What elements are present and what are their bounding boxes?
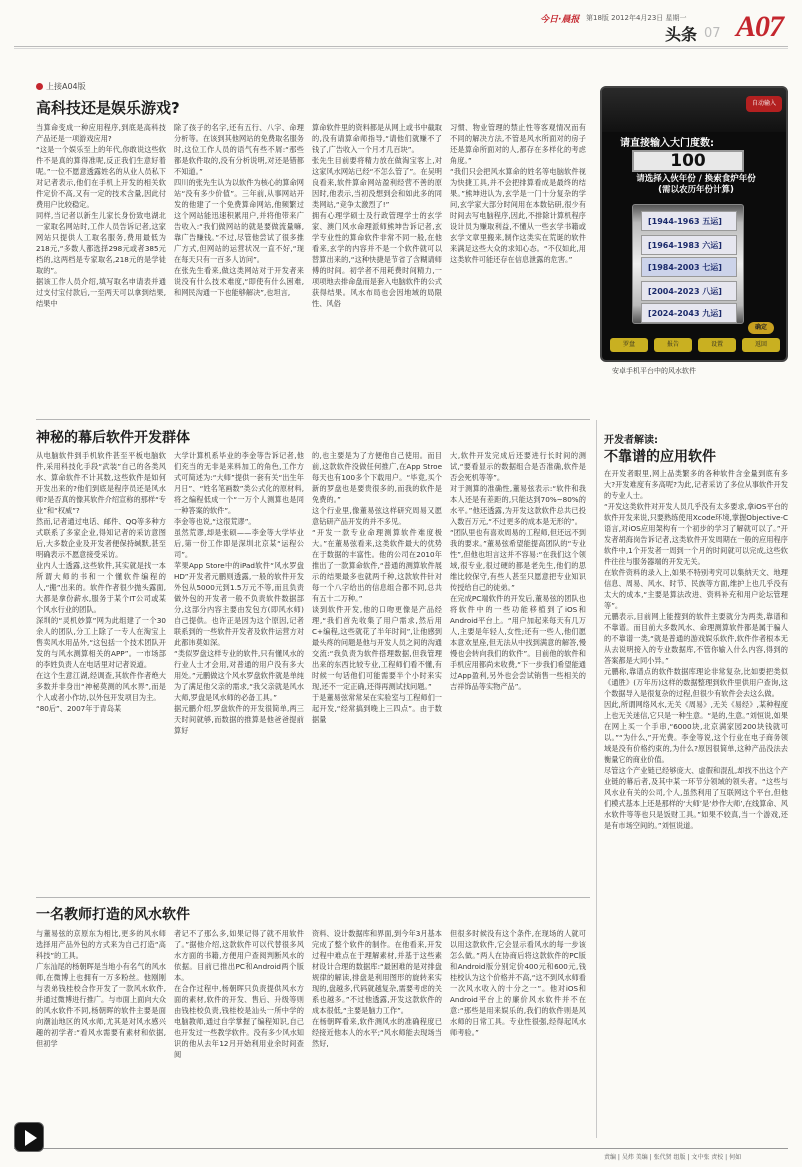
- article-1-column-4: 习惯、物业管理的禁止性等客观情况而有不同的解决方法,不管是风水所面对的房子还是算命所面对的人,都存在多样化的考虑角度。” “我们只会把风水算命的姓名等电脑软件视为快捷工具,并不会把排算看成是最终的结果。”熊坤进认为,玄学是一门十分复杂的学问,玄学家大部分时间用在本数钻研,很少有时间去写电脑程序,因此,不排除计算机程序设计员为赚取利益,不懂从一些玄学书籍或玄学文章里搬来,制作这类实在荒诞的软件来满足这些大众的求知心态。“不仅如此,用这类软件可能还存在信息泄露的危害。”: [450, 123, 586, 264]
- app-button-row: [610, 338, 782, 354]
- auto-input-button[interactable]: 自动输入: [746, 96, 782, 112]
- year-instruction: 请选择入伙年份 / 换索食炉年份 (需以农历年份计算): [636, 174, 756, 195]
- paper-name: 今日·晨报: [540, 15, 580, 25]
- article-3-column-2: 者记不了那么多,如果记得了就不用软件了。”据他介绍,这款软件可以代替很多风水方面的书籍,方便用户查阅判断风水的依据。目前已推出PC和Android两个版本。 在合作过程中,杨朝晖只负责提供风水方面的素材,软件的开发、售后、升级等则由钱桂校负责,钱桂校是汕头一所中学的电脑教师,通过自学掌握了编程知识,自己也开发过一些教学软件。没有多少风水知识的他从去年12月开始利用业余时间查阅: [174, 929, 304, 1059]
- sidebar-title: 不靠谱的应用软件: [604, 449, 716, 465]
- section-name: 头条: [665, 25, 698, 44]
- continuation-note: [36, 81, 86, 92]
- article-1-title: 高科技还是娱乐游戏?: [36, 99, 180, 117]
- section-divider: [36, 897, 590, 898]
- report-button[interactable]: 报告: [654, 338, 692, 352]
- footer-rule: [14, 1148, 788, 1149]
- back-button[interactable]: 返回: [742, 338, 780, 352]
- header-rule: [14, 46, 788, 47]
- article-2-column-3: 的,也主要是为了方便他自己使用。而目前,这款软件没做任何推广,在App Stroe每天也有100多个下载用户。“毕竟,买个新的罗盘也是要贵很多的,而我的软件是免费的。” 这个行业里,像董易弦这样研究周易又愿意钻研产品开发的并不多见。 “开发一款专业命理测算软件难度极大。”在董易弦看来,这类软件最大的优势在于数据的丰富性。他的公司在2010年推出了一款算命软件,“普通的测算软件展示的结果最多也就两千种,这款软件针对每一个八字给出的信息组合都不同,总共有五十二万种。” 谈到软件开发,他的口吻更像是产品经理,“我们首先收集了用户需求,然后用C+编程,这些就花了半年时间”,让他感到最头疼的问题是他与开发人员之间的沟通交流:“我负责为软件搭理数据,但我管理出来的东西比较专业,工程师们看不懂,有时候一句话他们可能需要半个小时来实现,还不一定正确,还得再测试找问题。” 于是董易弦常常呆在实验室与工程师们一起开发,“经常搞到晚上三四点”。由于数据量: [312, 451, 442, 724]
- article-2-column-2: 大学计算机系毕业的李金等告诉记者,他们充当的无非是来料加工的角色,工作方式可简述为:“大师”提供一套有关“出生年月日”、“姓名笔画数”类公式化的原材料,将之编程低成一个“一万个人测算也是同一种答案的软件”。 李金等也说,“这很荒谬”。 虽然荒谬,却是张硕——李金等大学毕业后,第一份工作即是深圳北京某“运程公司”。 苹果App Store中的iPad软件“风水罗盘HD”开发者元鹏则透露,一般的软件开发外包从5000元到1.5万元不等,而且负责做外包的开发者一般不负责软件数据部分,这部分内容主要由发包方(即风水师)自己提供。也许正是因为这个原因,记者联系到的一些软件开发者及软件运营方对此都讳莫如深。 “类似罗盘这样专业的软件,只有懂风水的行业人士才会用,对普通的用户没有多大用处。”元鹏做这个风水罗盘软件就是单纯为了满足他父亲的需求,“我父亲就是风水大师,罗盘是风水师的必备工具。” 据元鹏介绍,罗盘软件的开发很简单,两三天时间就够,而数据的推算是他爸爸提前算好: [174, 451, 304, 735]
- header-rule-secondary: [14, 48, 788, 49]
- article-2-column-4: 大,软件开发完成后还要进行长时间的测试,“要看显示的数据组合是否准确,软件是否会死机等等”。 对于测算的准确性,董易弦表示:“软件和我本人还是有差距的,只能达到70%~80%的水平。”他还透露,为开发这款软件总共已投入数百万元,“不过更多的成本是无形的”。 “团队里也有喜欢周易的工程师,但还远不到我的要求。”董易弦希望能提高团队的“专业性”,但他也坦言这并不容易:“在我们这个领域,很专业,很过硬的都是老先生,他们的思维比较保守,有些人甚至只愿意把专业知识传授给自己的徒弟。” 在完成PC端软件的开发后,董易弦的团队也将软件中的一些功能移植到了iOS和Android平台上。“用户加起来每天有几万人,主要是年轻人,女性;还有一些人,他们愿本意欢星座,但无法从中找到满意的解答,慢慢也会转向我们的软件”。目前他的软件和手机应用都尚未收费,“下一步我们希望能通过App盈利,另外也会尝试销售一些相关的吉祥饰品等实物产品”。: [450, 451, 586, 691]
- article-1-column-3: 算命软件里的资料都是从网上或书中截取的,没有请算命师指导,“请他们就赚不了钱了,广告收入一个月才几百块”。 张先生目前要将精力放在做淘宝客上,对这家风水网站已经“不怎么管了”。在吴明良看来,软件算命网站盈利经营不善的原因时,他表示,当初没想到会和如此多的同类网站,“竞争太激烈了!” 拥有心理学硕士及行政管理学士的玄学家、澳门风水命理派师熊坤告诉记者,玄学专业性的算命软件非常不同一般,在他看来,玄学的内容并不是一个软件就可以替算出来的,“这种快捷是节省了含糊请师傅的时间。初学者不用耗费时间精力,一项项地去排命盘而是套入电脑软件的公式获得结果。风水布局也会因地域的局限性、风俗: [312, 123, 442, 308]
- feng-shui-app-screenshot: [600, 86, 788, 362]
- page-code: A07: [736, 10, 784, 43]
- sidebar-label: 开发者解读:: [604, 435, 658, 446]
- play-icon: [25, 1130, 37, 1146]
- editor-credits: 责编 | 吴炜 美编 | 张代贤 组版 | 文中张 责校 | 何如: [604, 1154, 742, 1161]
- bullet-icon: [36, 83, 43, 90]
- article-3-column-4: 但很多时候没有这个条件,在现场的人就可以用这款软件,它会显示看风水的每一步该怎么做。”两人在协商后将这款软件的PC版和Android版分别定价400元和600元,钱桂校认为这个价格并不高,“这不到风水师看一次风水收入的十分之一”。他对iOS和Android平台上的廉价风水软件并不在意:“那些是用来娱乐的,我们的软件则是风水师的日常工具。专业性很强,经得起风水师考验。”: [450, 929, 586, 1037]
- article-1-column-2: 除了孩子的名字,还有五行、八字、命理分析等。在该到其他网站的免费取名服务时,这位工作人员的语气有些不屑:“那些都是软件取的,没有分析说明,对还是错都不知道。” 四川的张先生认为以软件为核心的算命网站“没有多少价值”。三年前,从事网站开发的他建了一个免费算命网站,他频繁过这个网站能迅速积累用户,并将他带来广告收入:“我们做网站的就是要做流量嘛,靠广告赚钱。”不过,尽管他尝试了很多推广方式,但网站的运营状况一直不好,“现在每天只有一百多人访问”。 在张先生看来,做这类网站对于开发者来说没有什么技术难度,“即使有什么困难,和网民沟通一下也能够解决”,也坦言,: [174, 123, 304, 297]
- wheel-option-selected[interactable]: [1984-2003 七运]: [641, 257, 737, 277]
- article-3-column-1: 与董易弦的京原东为相比,更多的风水师选择用产品外包的方式来为自己打造“高科技”的工具。 广东汕尾的杨朝晖是当地小有名气的风水师,在微博上也拥有一万多粉丝。他刚刚与表弟钱桂校合作开发了一款风水软件,并通过微博进行推广。与市面上面向大众的风水软件不同,杨朝晖的软件主要是面向潮汕地区的风水师,尤其是对风水感兴趣的初学者:“看风水需要有素材和依据,但初学: [36, 929, 166, 1048]
- degree-input[interactable]: 100: [632, 150, 744, 172]
- compass-button[interactable]: 罗盘: [610, 338, 648, 352]
- degree-prompt: 请直接输入大门度数:: [620, 138, 714, 149]
- article-1-column-1: 当算命变成一种应用程序,到底是高科技产品还是一项游戏应用? “这是一个娱乐至上的年代,你敢说这些软件不是真的算得准呢,反正我们生意好着呢。”一位不愿意透露姓名的从业人员私下对记者表示,他们在手机上开发的相关软件定价不高,又有一定的技术含量,因此付费用户比较稳定。 同样,当记者以新生儿家长身份致电湖北一家取名网站时,工作人员告诉记者,这家网站只提供人工取名服务,费用最低为218元,“多数人都选择298元或者385元档的,这两档是专家取名,218元的是学徒取的”。 据该工作人员介绍,填写取名申请表并通过支付宝付款后,一至两天可以拿到结果,结果中: [36, 123, 166, 308]
- continuation-text: 上接A04版: [46, 82, 86, 91]
- figure-caption: 安卓手机平台中的风水软件: [612, 367, 696, 375]
- wheel-option[interactable]: [1964-1983 六运]: [641, 235, 737, 255]
- sidebar-column: 在开发者眼里,网上品类繁多的各种软件含金量到底有多大?开发难度有多高呢?为此,记者采访了多位从事软件开发的专业人士。 “开发这类软件对开发人员几乎没有太多要求,拿iOS平台的软件开发来说,只要熟练使用Xcode环境,掌握Objective-C语言,对iOS应用架构有一个初步的学习了解就可以了。”开发者胡海岗告诉记者,这类软件开发周期在一般的应用程序软件中,1个开发者一周到一个月的时间就可以完成,这些软件往往与服务器端的开发无关。 在软件资料的录入上,如果不特别考究可以集纳天文、地理信息、周易、风水、时节、民族等方面,维护上也几乎没有太大的成本,“主要是算法改进、资料补充和用户论坛管理等”。 元鹏表示,目前网上能搜到的软件主要就分为两类,靠谱和不靠谱。而目前大多数风水、命理测算软件都是属于骗人的不靠谱一类,“就是普通的游戏娱乐软件,软件作者根本无从去说明接入的专业数据库,不管你输入什么内容,得到的答案都是大同小异。” 元鹏称,靠谱点的软件数据库理论非常复杂,比如要把类似《通胜》(万年历)这样的数据整理到软件里供用户查询,这个数据导入是很复杂的过程,但很少有软件会去这么做。 因此,所谓网络风水,无关《周易》,无关《易经》,某种程度上也无关迷信,它只是一种生意。“是的,生意。”刘恒说,如果在网上买一个手串,“6000块,北京满家园200块钱就可以。”“为什么,”开光费。李金等说,这个行业在电子商务领域是没有价格约束的,为什么?原因很简单,这种产品没法去衡量它的商业价值。 尽管这个产业链已经够庞大、虚假和混乱,却找不出这个产业链的幕后者,及其中某一环节分领域的领头者。“这些与风水业有关的公司,个人,虽然利用了互联网这个平台,但他们模式基本上还是那样的‘大师’是‘炒作大师’,在线算命、风水软件等等也只是饭财工具。”如果不较真,当一个游戏,还是有市场空间的。”刘恒说道。: [604, 469, 788, 830]
- article-2-column-1: 从电脑软件到手机软件甚至平板电脑软件,采用科技化手段“武装”自己的各类风水、算命软件不计其数,这些软件是如何开发出来的?他们到底是程序员还是风水师?是否真的像其软件介绍宣称的那样“专业”和“权威”? 然而,记者通过电话、邮件、QQ等多种方式联系了多家企业,得知记者的采访意图后,大多数企业及开发者便保持缄默,甚至明确表示不愿意接受采访。 业内人士透露,这些软件,其实就是找一本所谓大师的书和一个懂软件编程的人,“搬”出来的。软件作者很少抛头露面,大都是拿份薪水,服务于某个IT公司或某个风水行业的团队。 深圳的“灵机妙算”网为此组建了一个30余人的团队,分工上除了一专人在淘宝上售卖风水用品外,“这包括一个技术团队开发的与风水测算相关的APP”。一市场部的李姓负责人在电话里对记者说道。 在这个生意江湖,经调查,其软件作者绝大多数并非身出“神秘莫测的风水界”,而是个人或者小作坊,以外包开发项目为主。 “80后”、2007年于青岛某: [36, 451, 166, 713]
- page-number: 07: [704, 26, 721, 41]
- masthead: [540, 8, 796, 44]
- article-2-title: 神秘的幕后软件开发群体: [36, 430, 190, 446]
- confirm-button[interactable]: 确定: [748, 322, 774, 334]
- settings-button[interactable]: 设置: [698, 338, 736, 352]
- section-divider: [36, 419, 590, 420]
- wheel-option[interactable]: [2004-2023 八运]: [641, 281, 737, 301]
- wheel-option[interactable]: [2024-2043 九运]: [641, 303, 737, 323]
- article-3-title: 一名教师打造的风水软件: [36, 907, 190, 923]
- wheel-option[interactable]: [1944-1963 五运]: [641, 211, 737, 231]
- sidebar-divider: [596, 420, 597, 1138]
- issue-date: 第18版 2012年4月23日 星期一: [586, 14, 687, 22]
- year-picker-wheel[interactable]: [632, 204, 744, 324]
- play-button[interactable]: [14, 1122, 44, 1152]
- article-3-column-3: 资料、设计数据库和界面,到今年3月基本完成了整个软件的制作。在他看来,开发过程中难点在于理解素材,并基于这些素材设计合理的数据库:“最困难的是对排盘规律的解读,排盘是利用图形的旋转来实现的,盘越多,代码就越复杂,需要考虑的关系也越多。”不过他透露,开发这款软件的成本很低,“主要是脑力工作”。 在杨朝晖看来,软件测风水的准确程度已经接近他本人的水平;“风水师能去现场当然好,: [312, 929, 442, 1048]
